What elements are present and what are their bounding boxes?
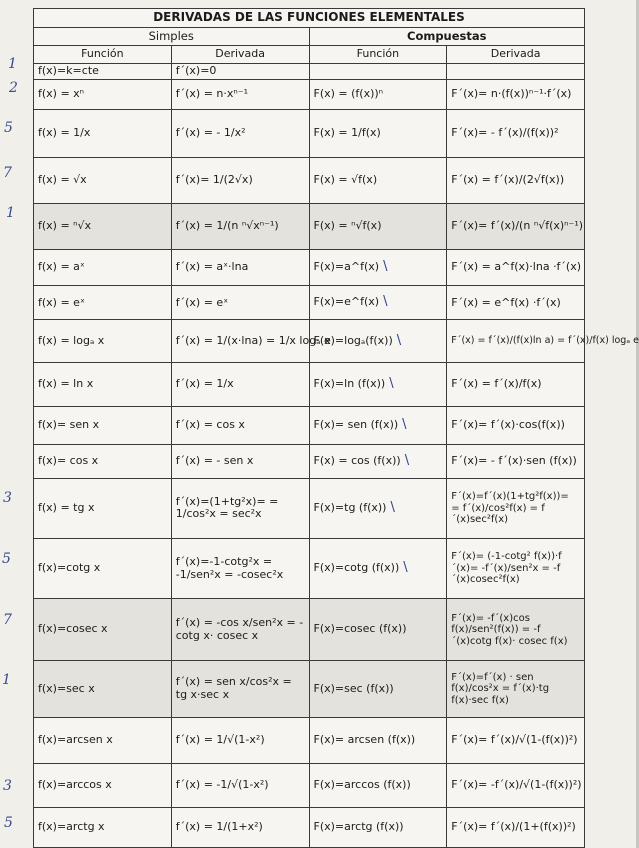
margin-mark: 2 xyxy=(9,80,18,96)
compound-derivative: F´(x)= - f´(x)/(f(x))² xyxy=(447,109,585,157)
margin-mark: 3 xyxy=(3,490,12,506)
table-row xyxy=(34,599,585,661)
simple-function: f(x) = xⁿ xyxy=(34,79,172,109)
compound-function: F(x)=cosec (f(x)) xyxy=(309,599,447,661)
compound-derivative: F´(x)= f´(x)/(1+(f(x))²) xyxy=(447,807,585,847)
simple-derivative: f´(x)=(1+tg²x)= = 1/cos²x = sec²x xyxy=(171,478,309,538)
simple-derivative: f´(x) = sen x/cos²x = tg x·sec x xyxy=(171,661,309,717)
table-row xyxy=(34,406,585,444)
simple-function: f(x) = eˣ xyxy=(34,286,172,320)
simple-function: f(x)= sen x xyxy=(34,406,172,444)
compound-function: F(x)=tg (f(x)) \ xyxy=(309,478,447,538)
table-row xyxy=(34,64,585,80)
table-row xyxy=(34,478,585,538)
table-row xyxy=(34,444,585,478)
compound-function: F(x) = ⁿ√f(x) xyxy=(309,204,447,250)
column-header-derivative: Derivada xyxy=(171,46,309,64)
compound-derivative: F´(x)=f´(x) · sen f(x)/cos²x = f´(x)·tg f(x)·sec f(x) xyxy=(447,661,585,717)
pen-tick-mark: \ xyxy=(396,332,402,348)
pen-tick-mark: \ xyxy=(389,375,394,391)
compound-function: F(x) = (f(x))ⁿ xyxy=(309,79,447,109)
simple-function: f(x)=arctg x xyxy=(34,807,172,847)
margin-mark: 1 xyxy=(2,672,11,688)
compound-derivative: F´(x)= f´(x)·cos(f(x)) xyxy=(447,406,585,444)
compound-derivative: F´(x)= f´(x)/(n ⁿ√f(x)ⁿ⁻¹) xyxy=(447,204,585,250)
compound-derivative: F´(x) = e^f(x) ·f´(x) xyxy=(447,286,585,320)
compound-function: F(x)=arctg (f(x)) xyxy=(309,807,447,847)
table-row xyxy=(34,204,585,250)
simple-derivative: f´(x)=0 xyxy=(171,64,309,80)
table-row xyxy=(34,320,585,362)
compound-derivative: F´(x)= (-1-cotg² f(x))·f´(x)= -f´(x)/sen²x = -f´(x)cosec²f(x) xyxy=(447,539,585,599)
simple-function: f(x) = aˣ xyxy=(34,250,172,286)
compound-derivative: F´(x)= - f´(x)·sen (f(x)) xyxy=(447,444,585,478)
table-row xyxy=(34,158,585,204)
margin-mark: 7 xyxy=(3,612,12,628)
compound-function: F(x) = 1/f(x) xyxy=(309,109,447,157)
simple-derivative: f´(x) = 1/(x·lna) = 1/x logₐ e xyxy=(171,320,309,362)
compound-derivative: F´(x)= n·(f(x))ⁿ⁻¹·f´(x) xyxy=(447,79,585,109)
simple-derivative: f´(x) = 1/(n ⁿ√xⁿ⁻¹) xyxy=(171,204,309,250)
compound-function: F(x)= sen (f(x)) \ xyxy=(309,406,447,444)
simple-derivative: f´(x) = - sen x xyxy=(171,444,309,478)
table-row xyxy=(34,539,585,599)
simple-function: f(x)=arcsen x xyxy=(34,717,172,763)
margin-mark: 5 xyxy=(2,551,11,567)
column-header-function: Función xyxy=(309,46,447,64)
simple-derivative: f´(x) = - 1/x² xyxy=(171,109,309,157)
pen-tick-mark: \ xyxy=(383,259,388,275)
simple-derivative: f´(x) = -1/√(1-x²) xyxy=(171,763,309,807)
margin-mark: 1 xyxy=(6,205,15,221)
simple-derivative: f´(x) = 1/√(1-x²) xyxy=(171,717,309,763)
simple-derivative: f´(x) = n·xⁿ⁻¹ xyxy=(171,79,309,109)
compound-derivative: F´(x) = a^f(x)·lna ·f´(x) xyxy=(447,250,585,286)
simple-function: f(x)=k=cte xyxy=(34,64,172,80)
simple-function: f(x)=arccos x xyxy=(34,763,172,807)
table-row xyxy=(34,79,585,109)
table-row xyxy=(34,109,585,157)
simple-function: f(x) = logₐ x xyxy=(34,320,172,362)
compound-derivative: F´(x)= -f´(x)/√(1-(f(x))²) xyxy=(447,763,585,807)
compound-function: F(x)=e^f(x) \ xyxy=(309,286,447,320)
simple-derivative: f´(x)=-1-cotg²x = -1/sen²x = -cosec²x xyxy=(171,539,309,599)
simple-function: f(x) = √x xyxy=(34,158,172,204)
simple-function: f(x)=cosec x xyxy=(34,599,172,661)
simple-function: f(x)=sec x xyxy=(34,661,172,717)
compound-derivative: F´(x)= f´(x)/√(1-(f(x))²) xyxy=(447,717,585,763)
simple-function: f(x) = ⁿ√x xyxy=(34,204,172,250)
pen-tick-mark: \ xyxy=(390,499,395,515)
compound-function: F(x)=arccos (f(x)) xyxy=(309,763,447,807)
pen-tick-mark: \ xyxy=(383,294,388,310)
simple-function: f(x) = tg x xyxy=(34,478,172,538)
group-simple-header: Simples xyxy=(34,28,310,46)
compound-function: F(x)= arcsen (f(x)) xyxy=(309,717,447,763)
simple-function: f(x)=cotg x xyxy=(34,539,172,599)
compound-derivative xyxy=(447,64,585,80)
compound-function: F(x)=sec (f(x)) xyxy=(309,661,447,717)
compound-derivative: F´(x) = f´(x)/(f(x)ln a) = f´(x)/f(x) logₐ e xyxy=(447,320,585,362)
table-row xyxy=(34,717,585,763)
compound-derivative: F´(x)= -f´(x)cos f(x)/sen²(f(x)) = -f´(x)cotg f(x)· cosec f(x) xyxy=(447,599,585,661)
compound-function xyxy=(309,64,447,80)
compound-function: F(x) = √f(x) xyxy=(309,158,447,204)
simple-function: f(x)= cos x xyxy=(34,444,172,478)
compound-derivative: F´(x) = f´(x)/(2√f(x)) xyxy=(447,158,585,204)
compound-function: F(x) = cos (f(x)) \ xyxy=(309,444,447,478)
margin-mark: 5 xyxy=(4,120,13,136)
simple-function: f(x) = 1/x xyxy=(34,109,172,157)
pen-tick-mark: \ xyxy=(404,452,410,468)
margin-mark: 3 xyxy=(3,778,12,794)
margin-mark: 1 xyxy=(8,56,17,72)
table-row xyxy=(34,807,585,847)
table-row xyxy=(34,763,585,807)
pen-tick-mark: \ xyxy=(403,560,408,576)
simple-function: f(x) = ln x xyxy=(34,362,172,406)
group-compound-header: Compuestas xyxy=(309,28,585,46)
derivatives-table xyxy=(33,8,639,848)
simple-derivative: f´(x) = 1/(1+x²) xyxy=(171,807,309,847)
table-title: DERIVADAS DE LAS FUNCIONES ELEMENTALES xyxy=(34,9,585,28)
margin-mark: 5 xyxy=(4,815,13,831)
simple-derivative: f´(x)= 1/(2√x) xyxy=(171,158,309,204)
column-header-function: Función xyxy=(34,46,172,64)
margin-mark: 7 xyxy=(3,165,12,181)
compound-function: F(x)=cotg (f(x)) \ xyxy=(309,539,447,599)
column-header-derivative: Derivada xyxy=(447,46,585,64)
table-row xyxy=(34,362,585,406)
compound-function: F(x)=a^f(x) \ xyxy=(309,250,447,286)
compound-function: F(x)=ln (f(x)) \ xyxy=(309,362,447,406)
simple-derivative: f´(x) = aˣ·lna xyxy=(171,250,309,286)
table-row xyxy=(34,661,585,717)
compound-derivative: F´(x) = f´(x)/f(x) xyxy=(447,362,585,406)
pen-tick-mark: \ xyxy=(402,416,407,432)
simple-derivative: f´(x) = eˣ xyxy=(171,286,309,320)
simple-derivative: f´(x) = -cos x/sen²x = - cotg x· cosec x xyxy=(171,599,309,661)
simple-derivative: f´(x) = cos x xyxy=(171,406,309,444)
table-row xyxy=(34,286,585,320)
compound-function: F(x)=logₐ(f(x)) \ xyxy=(309,320,447,362)
compound-derivative: F´(x)=f´(x)(1+tg²f(x))= = f´(x)/cos²f(x) = f´(x)sec²f(x) xyxy=(447,478,585,538)
simple-derivative: f´(x) = 1/x xyxy=(171,362,309,406)
table-row xyxy=(34,250,585,286)
